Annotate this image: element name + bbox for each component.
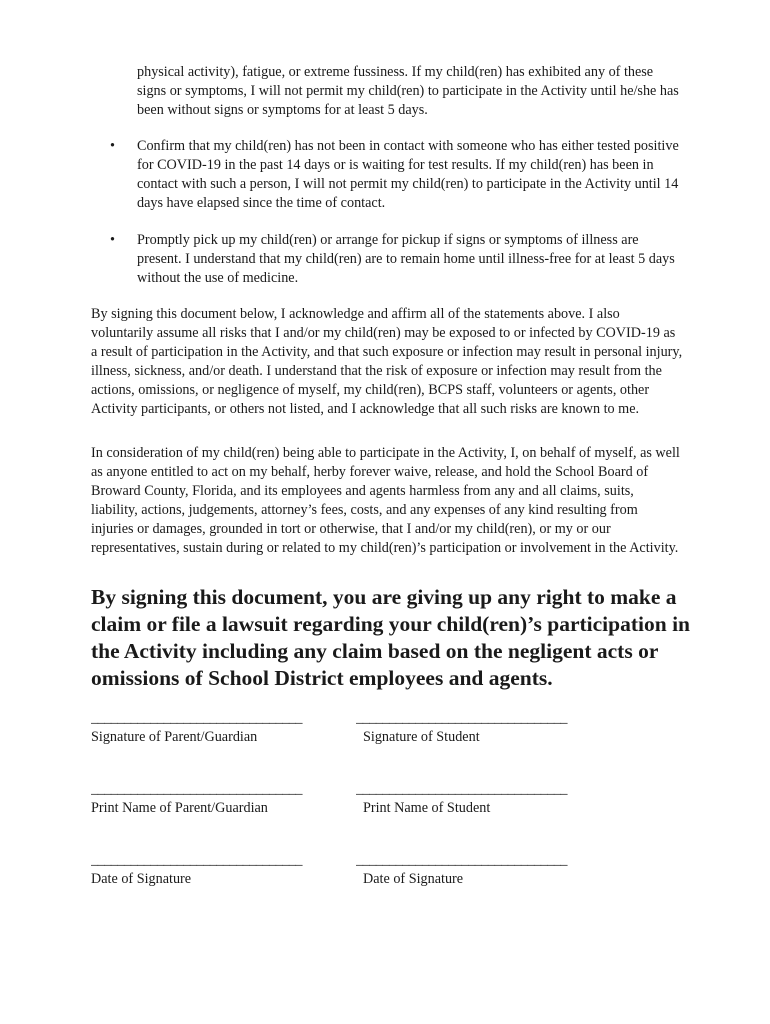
parent-print-name-label: Print Name of Parent/Guardian xyxy=(91,800,268,816)
student-print-name-label: Print Name of Student xyxy=(363,800,491,816)
waiver-warning: By signing this document, you are giving up any right to make a claim or file a lawsuit regarding your child(ren)’s participation in the Activity including any claim based on the negligent acts or omissions of School District employees and agents. xyxy=(91,585,691,690)
student-date-field[interactable] xyxy=(356,851,596,889)
student-date-label: Date of Signature xyxy=(363,871,464,887)
signature-line: ________________________________ xyxy=(356,710,567,726)
student-signature-field[interactable] xyxy=(356,709,596,747)
signature-line: ________________________________ xyxy=(91,852,302,868)
signature-line: ________________________________ xyxy=(91,781,302,797)
parent-signature-field[interactable] xyxy=(91,709,331,747)
acknowledgement-paragraph: By signing this document below, I acknowledge and affirm all of the statements above. I also voluntarily assume all risks that I and/or my child(ren) may be exposed to or infected by COVID-19 as a result of participation in the Activity, and that such exposure or infection may result in personal injury, illness, sickness, and/or death. I understand that the risk of exposure or infection may result from the actions, omissions, or negligence of myself, my child(ren), BCPS staff, volunteers or agents, other Activity participants, or others not listed, and I acknowledge that all such risks are known to me. xyxy=(91,306,683,417)
signature-line: ________________________________ xyxy=(356,852,567,868)
student-signature-label: Signature of Student xyxy=(363,729,480,745)
bullet-icon: • xyxy=(110,232,115,248)
student-print-name-field[interactable] xyxy=(356,780,596,818)
parent-date-label: Date of Signature xyxy=(91,871,192,887)
bullet-item-pickup xyxy=(110,231,682,288)
bullet-icon: • xyxy=(110,138,115,154)
bullet-text: Promptly pick up my child(ren) or arrange for pickup if signs or symptoms of illness are present. I understand that my child(ren) are to remain home until illness-free for at least 5 days without the use of medicine. xyxy=(137,232,675,286)
parent-date-field[interactable] xyxy=(91,851,331,889)
bullet-item-contact xyxy=(110,137,682,213)
waiver-paragraph: In consideration of my child(ren) being able to participate in the Activity, I, on behalf of myself, as well as anyone entitled to act on my behalf, herby forever waive, release, and hold the School Board of Broward County, Florida, and its employees and agents harmless from any and all claims, suits, liability, actions, judgements, attorney’s fees, costs, and any expenses of any kind resulting from injuries or damages, grounded in tort or otherwise, that I and/or my child(ren), or my or our representatives, sustain during or related to my child(ren)’s participation or involvement in the Activity. xyxy=(91,445,680,556)
parent-signature-label: Signature of Parent/Guardian xyxy=(91,729,258,745)
precaution-bullet-list xyxy=(110,137,682,306)
parent-print-name-field[interactable] xyxy=(91,780,331,818)
signature-line: ________________________________ xyxy=(91,710,302,726)
bullet-text: Confirm that my child(ren) has not been in contact with someone who has either tested positive for COVID-19 in the past 14 days or is waiting for test results. If my child(ren) has been in contact with such a person, I will not permit my child(ren) to participate in the Activity until 14 days have elapsed since the time of contact. xyxy=(137,138,679,211)
signature-line: ________________________________ xyxy=(356,781,567,797)
continued-bullet-text: physical activity), fatigue, or extreme fussiness. If my child(ren) has exhibited any of these signs or symptoms, I will not permit my child(ren) to participate in the Activity until he/she has been without signs or symptoms for at least 5 days. xyxy=(137,64,679,118)
